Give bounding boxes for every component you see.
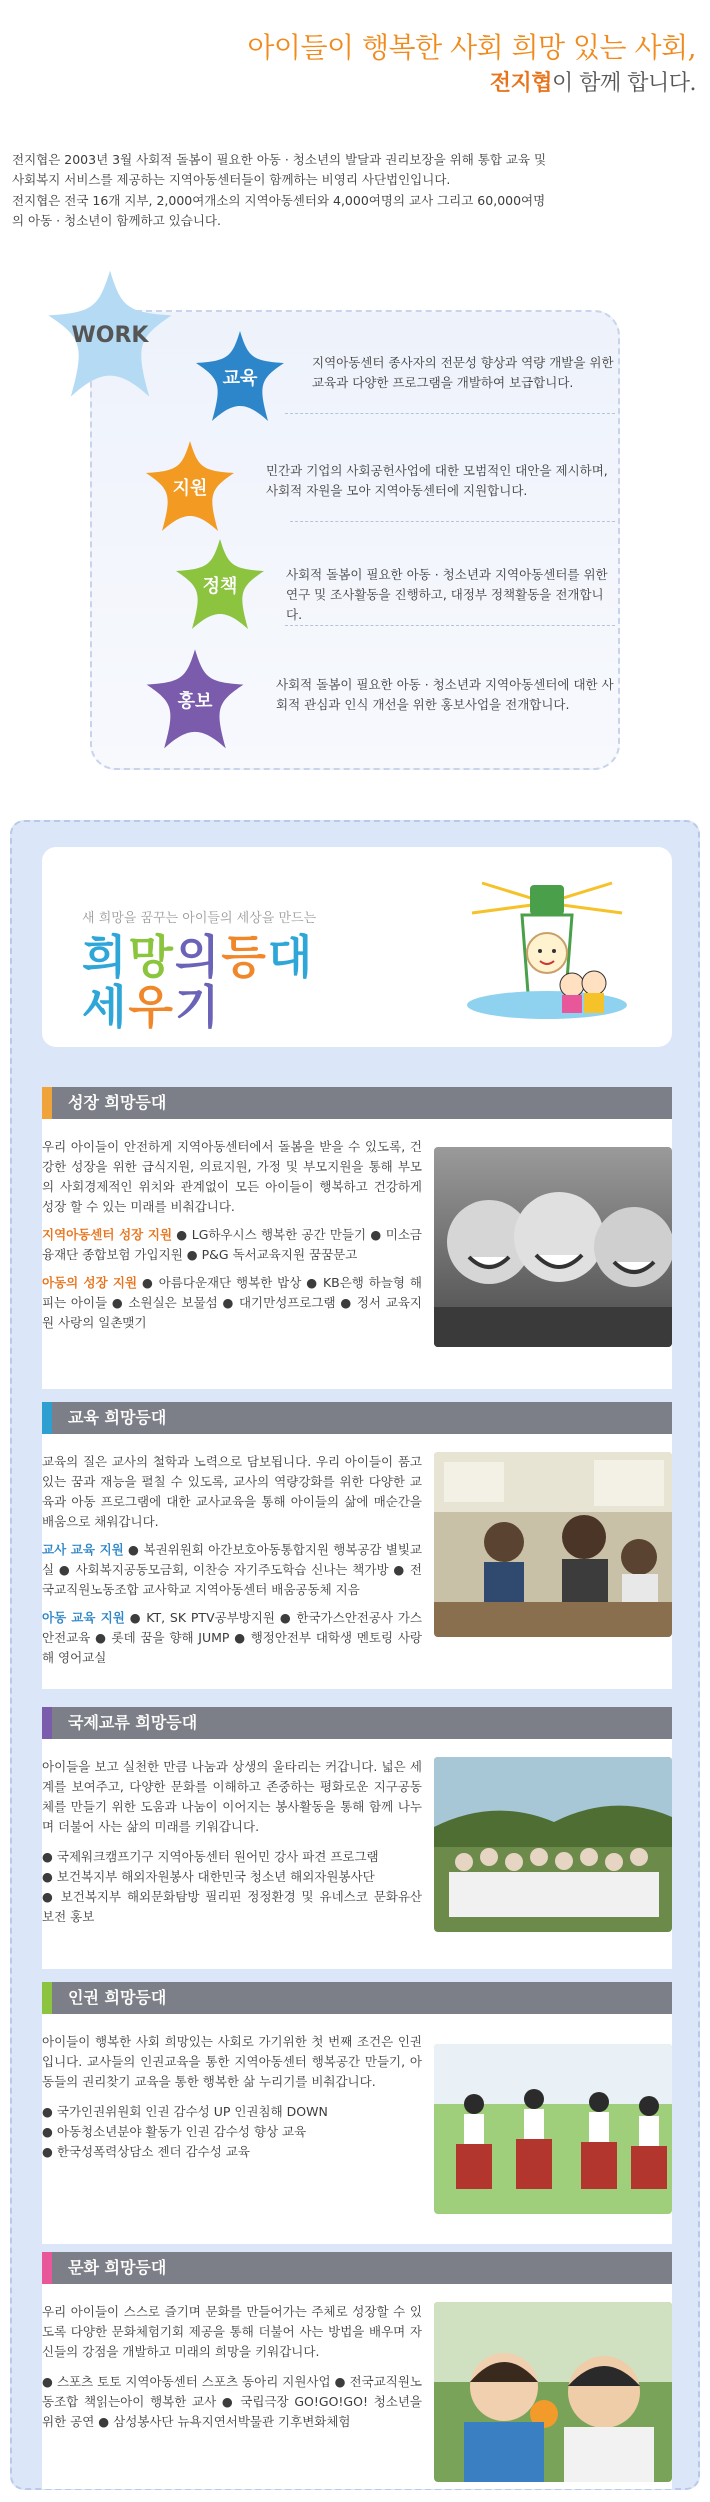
lighthouse-illustration (462, 873, 632, 1023)
list-item: ● 한국성폭력상담소 젠더 감수성 교육 (42, 2144, 250, 2159)
work-divider (285, 625, 615, 626)
section-international (42, 1707, 672, 1969)
slogan-brand: 전지협 (489, 70, 552, 96)
work-desc-education: 지역아동센터 종사자의 전문성 향상과 역량 개발을 위한 교육과 다양한 프로그램을 개발하여 보급합니다. (312, 355, 614, 390)
section-growth (42, 1087, 672, 1389)
section-group (42, 1540, 422, 1600)
slogan-line-2 (490, 66, 696, 97)
group-label: 아동 교육 지원 (42, 1610, 125, 1625)
section-header (42, 1087, 672, 1119)
section-text (42, 2032, 422, 2162)
section-body (42, 1119, 672, 1389)
section-body (42, 2284, 672, 2489)
list-item: ● 스포츠 토토 지역아동센터 스포츠 동아리 지원사업 ● 전국교직원노동조합 책읽는아이 행복한 교사 ● 국립극장 GO!GO!GO! 청소년을 위한 공연 ● 삼성봉사단 뉴욕지연서박물관 기후변화체험 (42, 2374, 422, 2429)
section-title: 문화 희망등대 (68, 2258, 167, 2277)
photo-children-eating (434, 2302, 672, 2482)
banner (42, 847, 672, 1047)
photo-group-outdoor (434, 1757, 672, 1932)
photo-classroom (434, 1452, 672, 1637)
section-text (42, 1452, 422, 1676)
list-item: ● 아동청소년분야 활동가 인권 감수성 향상 교육 (42, 2124, 307, 2139)
list-item: ● 국제워크캠프기구 지역아동센터 원어민 강사 파견 프로그램 (42, 1849, 379, 1864)
section-marker (42, 2252, 52, 2284)
section-title: 성장 희망등대 (68, 1093, 167, 1112)
intro-paragraph-2: 전지협은 전국 16개 지부, 2,000여개소의 지역아동센터와 4,000여명의 교사 그리고 60,000여명의 아동 · 청소년이 함께하고 있습니다. (12, 193, 546, 228)
section-list (42, 2372, 422, 2432)
section-list (42, 1847, 422, 1927)
section-marker (42, 1087, 52, 1119)
work-label-promotion: 홍보 (177, 691, 213, 712)
photo-children-smiling (434, 1147, 672, 1347)
section-marker (42, 1982, 52, 2014)
work-section (0, 265, 710, 785)
banner-title-char: 기 (174, 980, 222, 1034)
work-star-icon (40, 265, 180, 405)
hope-lighthouse-panel (10, 820, 700, 2490)
group-items: ● KT, SK PTV공부방지원 ● 한국가스안전공사 가스안전교육 ● 롯데 꿈을 향해 JUMP ● 행정안전부 대학생 멘토링 사랑해 영어교실 (42, 1610, 422, 1665)
section-title: 인권 희망등대 (68, 1988, 167, 2007)
banner-title (82, 932, 314, 1032)
section-header (42, 1402, 672, 1434)
section-list (42, 2102, 422, 2162)
work-label-policy: 정책 (202, 576, 238, 597)
section-paragraph: 우리 아이들이 스스로 즐기며 문화를 만들어가는 주체로 성장할 수 있도록 다양한 문화체험기회 제공을 통해 더불어 사는 방법을 배우며 자신들의 강점을 개발하고 미래의 희망을 키워갑니다. (42, 2304, 422, 2359)
banner-title-char: 우 (128, 980, 175, 1034)
education-star-icon (190, 327, 290, 427)
group-label: 지역아동센터 성장 지원 (42, 1227, 173, 1242)
group-items: ● 아름다운재단 행복한 밥상 ● KB은행 하늘형 해피는 아이들 ● 소원실은 보물섬 ● 대기만성프로그램 ● 정서 교육지원 사랑의 일촌맺기 (42, 1275, 422, 1330)
group-items: ● 복권위원회 아간보호아동통합지원 행복공감 별빛교실 ● 사회복지공동모금회, 이찬승 자기주도학습 신나는 책가방 ● 전국교직원노동조합 교사학교 지역아동센터 배움공동체 지음 (42, 1542, 423, 1597)
section-education (42, 1402, 672, 1689)
work-label-support: 지원 (172, 478, 208, 499)
section-paragraph: 아이들을 보고 실천한 만큼 나눔과 상생의 울타리는 커갑니다. 넓은 세계를 보여주고, 다양한 문화를 이해하고 존중하는 평화로운 지구공동체를 만들기 위한 도움과 나눔이 이어지는 봉사활동을 통해 함께 나누며 더불어 사는 삶의 미래를 키워갑니다. (42, 1759, 422, 1834)
section-text (42, 1757, 422, 1927)
banner-subtitle: 새 희망을 꿈꾸는 아이들의 세상을 만드는 (82, 911, 317, 926)
section-paragraph: 아이들이 행복한 사회 희망있는 사회로 가기위한 첫 번째 조건은 인권입니다. 교사들의 인권교육을 통한 지역아동센터 행복공간 만들기, 아동들의 권리찾기 교육을 통한 행복한 삶 누리기를 비춰갑니다. (42, 2034, 422, 2089)
section-group (42, 1608, 422, 1668)
work-desc-support: 민간과 기업의 사회공헌사업에 대한 모범적인 대안을 제시하며, 사회적 자원을 모아 지역아동센터에 지원합니다. (266, 463, 608, 498)
work-divider (290, 521, 615, 522)
section-title: 교육 희망등대 (68, 1408, 167, 1427)
section-title: 국제교류 희망등대 (68, 1713, 198, 1732)
photo-sack-race (434, 2044, 672, 2214)
banner-title-char: 의 (174, 930, 222, 984)
intro-paragraph-1: 전지협은 2003년 3월 사회적 돌봄이 필요한 아동 · 청소년의 발달과 권리보장을 위해 통합 교육 및 사회복지 서비스를 제공하는 지역아동센터들이 함께하는 비영리 사단법인입니다. (12, 152, 547, 187)
policy-star-icon (170, 535, 270, 635)
section-paragraph: 우리 아이들이 안전하게 지역아동센터에서 돌봄을 받을 수 있도록, 건강한 성장을 위한 급식지원, 의료지원, 가정 및 부모지원을 통해 부모의 사회경제적인 위치와 관계없이 모든 아이들이 행복하고 건강하게 성장 할 수 있는 미래를 비춰갑니다. (42, 1139, 422, 1214)
banner-title-char: 망 (128, 930, 175, 984)
section-body (42, 1739, 672, 1969)
section-header (42, 1707, 672, 1739)
section-culture (42, 2252, 672, 2489)
banner-title-char: 대 (267, 930, 315, 984)
section-paragraph: 교육의 질은 교사의 철학과 노력으로 담보됩니다. 우리 아이들이 품고 있는 꿈과 재능을 펼칠 수 있도록, 교사의 역량강화를 위한 다양한 교육과 아동 프로그램에 대한 교사교육을 통해 아이들의 삶에 매순간을 배움으로 채워갑니다. (42, 1454, 422, 1529)
banner-title-char: 세 (82, 980, 129, 1034)
list-item: ● 국가인권위원회 인권 감수성 UP 인권침해 DOWN (42, 2104, 328, 2119)
work-title: WORK (71, 322, 149, 348)
intro-text (12, 150, 552, 232)
group-items: ● LG하우시스 행복한 공간 만들기 ● 미소금융재단 종합보험 가입지원 ● P&G 독서교육지원 꿈꿈문고 (42, 1227, 422, 1262)
banner-title-char: 희 (82, 930, 129, 984)
section-group (42, 1225, 422, 1265)
work-label-education: 교육 (222, 368, 258, 389)
group-label: 아동의 성장 지원 (42, 1275, 138, 1290)
section-body (42, 2014, 672, 2244)
banner-title-char: 등 (221, 930, 268, 984)
group-label: 교사 교육 지원 (42, 1542, 124, 1557)
section-header (42, 2252, 672, 2284)
section-group (42, 1273, 422, 1333)
section-text (42, 1137, 422, 1341)
work-desc-promotion: 사회적 돌봄이 필요한 아동 · 청소년과 지역아동센터에 대한 사회적 관심과 인식 개선을 위한 홍보사업을 전개합니다. (276, 677, 614, 712)
list-item: ● 보건복지부 해외문화탐방 필리핀 정정환경 및 유네스코 문화유산 보전 홍보 (42, 1889, 422, 1924)
work-divider (285, 413, 615, 414)
section-marker (42, 1402, 52, 1434)
section-body (42, 1434, 672, 1689)
promotion-star-icon (140, 645, 250, 755)
section-text (42, 2302, 422, 2432)
section-header (42, 1982, 672, 2014)
slogan-line-2-rest: 이 함께 합니다. (552, 71, 696, 96)
slogan-line-1: 아이들이 행복한 사회 희망 있는 사회, (247, 31, 696, 64)
section-marker (42, 1707, 52, 1739)
section-human-rights (42, 1982, 672, 2244)
work-desc-policy: 사회적 돌봄이 필요한 아동 · 청소년과 지역아동센터를 위한 연구 및 조사활동을 진행하고, 대정부 정책활동을 전개합니다. (286, 567, 608, 622)
list-item: ● 보건복지부 해외자원봉사 대한민국 청소년 해외자원봉사단 (42, 1869, 375, 1884)
support-star-icon (140, 437, 240, 537)
